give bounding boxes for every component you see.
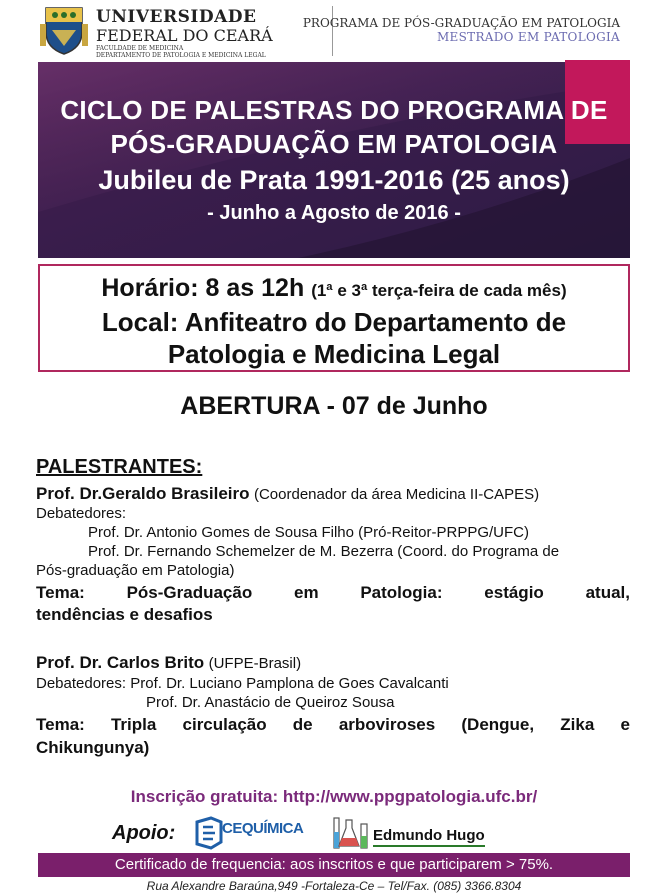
talk2-topic-word: de — [292, 715, 313, 734]
talk1-debaters-label: Debatedores: — [36, 505, 127, 522]
talk2-topic-word: Zika — [560, 715, 595, 734]
talk2-speaker: Prof. Dr. Carlos Brito — [36, 653, 205, 672]
certificate-notice: Certificado de frequencia: aos inscritos e que participarem > 75%. — [38, 853, 630, 877]
talk1-topic-word: estágio — [484, 583, 544, 602]
support-label: Apoio: — [112, 822, 176, 844]
talk2-topic-word: arboviroses — [338, 715, 436, 734]
talk1-topic-line2: tendências e desafios — [36, 605, 213, 624]
talk1-speaker: Prof. Dr.Geraldo Brasileiro — [36, 484, 250, 503]
talk1-affiliation: (Coordenador da área Medicina II-CAPES) — [253, 486, 540, 503]
header-divider — [332, 6, 333, 56]
talk2-topic-line1 — [36, 715, 630, 735]
page-header — [0, 0, 668, 62]
talk1-topic-line1 — [36, 583, 630, 603]
talk1-speaker-line — [36, 484, 539, 504]
talk2-debaters-line2: Prof. Dr. Anastácio de Queiroz Sousa — [146, 694, 395, 711]
banner-swoosh-decoration — [38, 62, 630, 258]
talk2-topic-word: circulação — [182, 715, 267, 734]
schedule-time — [38, 274, 630, 303]
talk2-topic-word: Tripla — [110, 715, 157, 734]
talk1-debater1: Prof. Dr. Antonio Gomes de Sousa Filho (Pró-Reitor-PRPPG/UFC) — [88, 524, 529, 541]
venue-line1: Local: Anfiteatro do Departamento de — [101, 307, 567, 337]
registration-link[interactable]: Inscrição gratuita: http://www.ppgpatologia.ufc.br/ — [130, 787, 538, 806]
speakers-heading: PALESTRANTES: — [36, 456, 203, 478]
schedule-time-note: (1ª e 3ª terça-feira de cada mês) — [311, 281, 567, 300]
talk1-debater2: Prof. Dr. Fernando Schemelzer de M. Bezerra (Coord. do Programa de — [88, 543, 560, 560]
address-footer: Rua Alexandre Baraúna,949 -Fortaleza-Ce – Tel/Fax. (085) 3366.8304 — [146, 879, 522, 893]
opening-date: ABERTURA - 07 de Junho — [180, 392, 488, 420]
department-name: DEPARTAMENTO DE PATOLOGIA E MEDICINA LEGAL — [96, 52, 266, 59]
university-name-line1: UNIVERSIDADE — [96, 7, 257, 27]
banner-dates: - Junho a Agosto de 2016 - — [207, 202, 461, 224]
sponsor-cequimica: CEQUÍMICA — [222, 820, 304, 837]
talk1-topic-word: atual, — [585, 583, 630, 602]
schedule-time-main: Horário: 8 as 12h — [101, 274, 305, 302]
talk2-topic-word: e — [620, 715, 630, 734]
talk2-debaters-line1: Debatedores: Prof. Dr. Luciano Pamplona de Goes Cavalcanti — [36, 675, 449, 692]
talk1-topic-word: Patologia: — [360, 583, 443, 602]
talk2-topic-word: (Dengue, — [461, 715, 535, 734]
program-name: PROGRAMA DE PÓS-GRADUAÇÃO EM PATOLOGIA — [302, 16, 620, 30]
talk1-debater2-cont: Pós-graduação em Patologia) — [36, 562, 235, 579]
talk2-speaker-line — [36, 653, 301, 673]
talk1-topic-word: Tema: — [36, 583, 85, 602]
banner-jubilee: Jubileu de Prata 1991-2016 (25 anos) — [98, 165, 570, 195]
talk2-affiliation: (UFPE-Brasil) — [208, 655, 302, 672]
talk1-topic-word: Pós-Graduação — [126, 583, 253, 602]
university-name-line2: FEDERAL DO CEARÁ — [96, 26, 273, 45]
talk2-topic-line2: Chikungunya) — [36, 738, 150, 757]
venue-line2: Patologia e Medicina Legal — [167, 339, 501, 369]
talk2-topic-word: Tema: — [36, 715, 85, 734]
talk1-topic-word: em — [294, 583, 319, 602]
lab-flasks-icon — [332, 816, 372, 850]
banner-title-line2: PÓS-GRADUAÇÃO EM PATOLOGIA — [110, 129, 558, 159]
sponsor-edmundo-hugo: Edmundo Hugo — [373, 827, 485, 847]
university-crest-icon — [38, 4, 90, 56]
faculty-name: FACULDADE DE MEDICINA — [96, 45, 184, 52]
title-banner — [38, 62, 630, 258]
program-subtitle: MESTRADO EM PATOLOGIA — [436, 30, 620, 44]
banner-title-line1: CICLO DE PALESTRAS DO PROGRAMA DE — [60, 95, 608, 125]
